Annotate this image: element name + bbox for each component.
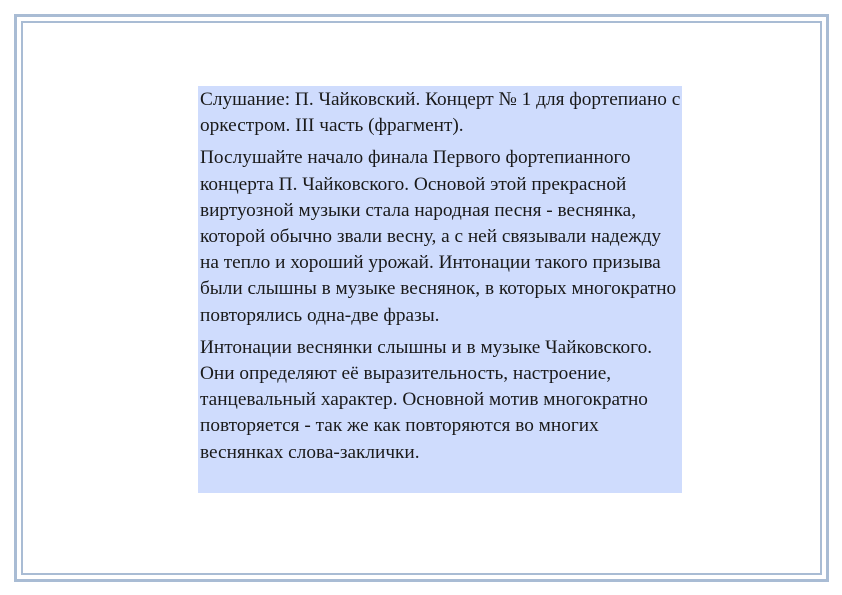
text-box [198, 86, 682, 493]
paragraph-conclusion: Интонации веснянки слышны и в музыке Чайковского. Они определяют её выразительность, настроение, танцевальный характер. Основной мотив многократно повторяется - так же как повторяются во многих веснянках слова-заклички. [200, 336, 653, 463]
paragraph-title: Слушание: П. Чайковский. Концерт № 1 для фортепиано с оркестром. III часть (фрагмент). [200, 89, 681, 137]
paragraph-intro: Послушайте начало финала Первого фортепианного концерта П. Чайковского. Основой этой прекрасной виртуозной музыки стала народная песня - веснянка, которой обычно звали весну, а с ней связывали надежду на тепло и хороший урожай. Интонации такого призыва были слышны в музыке веснянок, в которых многократно повторялись одна-две фразы. [200, 147, 677, 326]
